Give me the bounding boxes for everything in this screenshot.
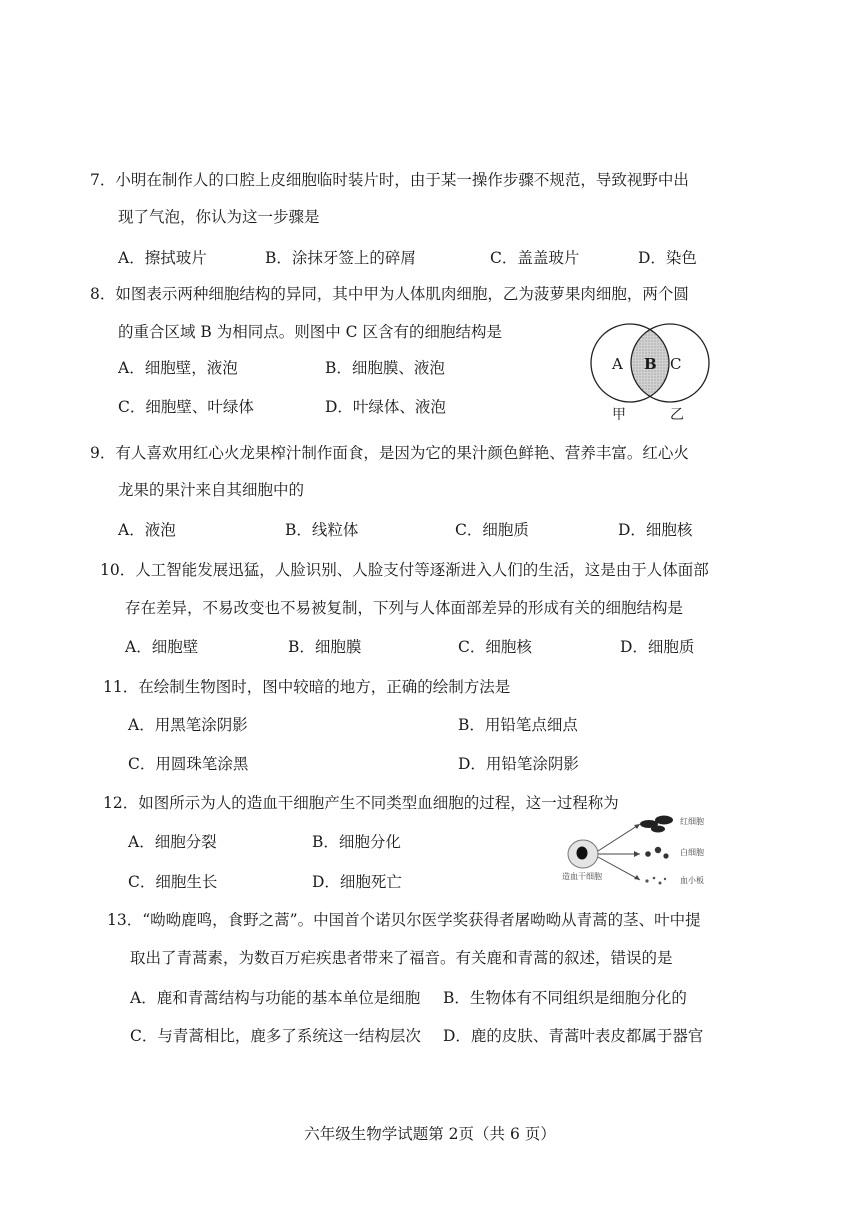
stem-cell-icon: [568, 840, 598, 868]
arrows-icon: [598, 824, 640, 880]
q7-stem-line2: 现了气泡，你认为这一步骤是: [118, 208, 320, 226]
q7-option-b: B．涂抹牙签上的碎屑: [265, 249, 416, 267]
q7-option-c: C．盖盖玻片: [490, 249, 580, 267]
q9-option-c: C．细胞质: [455, 521, 529, 539]
q9-stem-line2: 龙果的果汁来自其细胞中的: [118, 481, 305, 499]
label-red-blood-cell: 红细胞: [680, 817, 704, 826]
q8-option-c: C．细胞壁、叶绿体: [118, 398, 254, 416]
venn-caption-jia: 甲: [612, 407, 626, 423]
q12-option-b: B．细胞分化: [312, 833, 401, 851]
q11-option-a: A．用黑笔涂阴影: [128, 716, 248, 734]
white-blood-cells-icon: [645, 847, 668, 859]
q11-option-b: B．用铅笔点细点: [458, 716, 578, 734]
q13-option-b: B．生物体有不同组织是细胞分化的: [443, 989, 687, 1007]
q7-option-a: A．擦拭玻片: [118, 249, 207, 267]
venn-label-a: A: [612, 355, 623, 373]
q10-option-a: A．细胞壁: [125, 638, 199, 656]
q13-stem-line2: 取出了青蒿素，为数百万疟疾患者带来了福音。有关鹿和青蒿的叙述，错误的是: [130, 949, 673, 967]
q10-stem-line1: 10．人工智能发展迅猛，人脸识别、人脸支付等逐渐进入人们的生活，这是由于人体面部: [100, 561, 709, 579]
q13-option-d: D．鹿的皮肤、青蒿叶表皮都属于器官: [443, 1027, 704, 1045]
q8-option-d: D．叶绿体、液泡: [325, 398, 446, 416]
label-white-blood-cell: 白细胞: [680, 848, 704, 857]
q8-option-b: B．细胞膜、液泡: [325, 359, 445, 377]
label-platelet: 血小板: [680, 876, 704, 885]
q8-stem-line2: 的重合区域 B 为相同点。则图中 C 区含有的细胞结构是: [118, 323, 502, 341]
q12-option-c: C．细胞生长: [128, 873, 218, 891]
q9-option-b: B．线粒体: [285, 521, 359, 539]
venn-label-c: C: [670, 355, 682, 373]
label-stem-cell: 造血干细胞: [562, 872, 602, 881]
q8-option-a: A．细胞壁，液泡: [118, 359, 238, 377]
q13-option-c: C．与青蒿相比，鹿多了系统这一结构层次: [130, 1027, 421, 1045]
platelets-icon: [645, 877, 666, 885]
q10-option-c: C．细胞核: [458, 638, 532, 656]
red-blood-cells-icon: [640, 816, 673, 833]
q10-stem-line2: 存在差异，不易改变也不易被复制，下列与人体面部差异的形成有关的细胞结构是: [125, 599, 684, 617]
q7-option-d: D．染色: [638, 249, 697, 267]
page-footer: 六年级生物学试题第 2页（共 6 页）: [304, 1125, 556, 1143]
venn-diagram: [588, 322, 718, 424]
blood-cell-differentiation-figure: [558, 810, 740, 892]
q9-option-d: D．细胞核: [618, 521, 693, 539]
q9-option-a: A．液泡: [118, 521, 176, 539]
q10-option-b: B．细胞膜: [288, 638, 362, 656]
q12-option-a: A．细胞分裂: [128, 833, 217, 851]
q10-option-d: D．细胞质: [620, 638, 695, 656]
q8-stem-line1: 8．如图表示两种细胞结构的异同，其中甲为人体肌肉细胞，乙为菠萝果肉细胞，两个圆: [90, 285, 689, 303]
q11-stem: 11．在绘制生物图时，图中较暗的地方，正确的绘制方法是: [103, 678, 511, 696]
q9-stem-line1: 9．有人喜欢用红心火龙果榨汁制作面食，是因为它的果汁颜色鲜艳、营养丰富。红心火: [90, 444, 689, 462]
q11-option-c: C．用圆珠笔涂黑: [128, 755, 249, 773]
venn-label-b: B: [644, 355, 657, 373]
q11-option-d: D．用铅笔涂阴影: [458, 755, 579, 773]
venn-caption-yi: 乙: [670, 407, 684, 423]
q13-option-a: A．鹿和青蒿结构与功能的基本单位是细胞: [130, 989, 421, 1007]
q13-stem-line1: 13．“呦呦鹿鸣，食野之蒿”。中国首个诺贝尔医学奖获得者屠呦呦从青蒿的茎、叶中提: [107, 911, 701, 929]
q12-stem: 12．如图所示为人的造血干细胞产生不同类型血细胞的过程，这一过程称为: [103, 794, 619, 812]
q12-option-d: D．细胞死亡: [312, 873, 402, 891]
q7-stem-line1: 7．小明在制作人的口腔上皮细胞临时装片时，由于某一操作步骤不规范，导致视野中出: [90, 171, 689, 189]
